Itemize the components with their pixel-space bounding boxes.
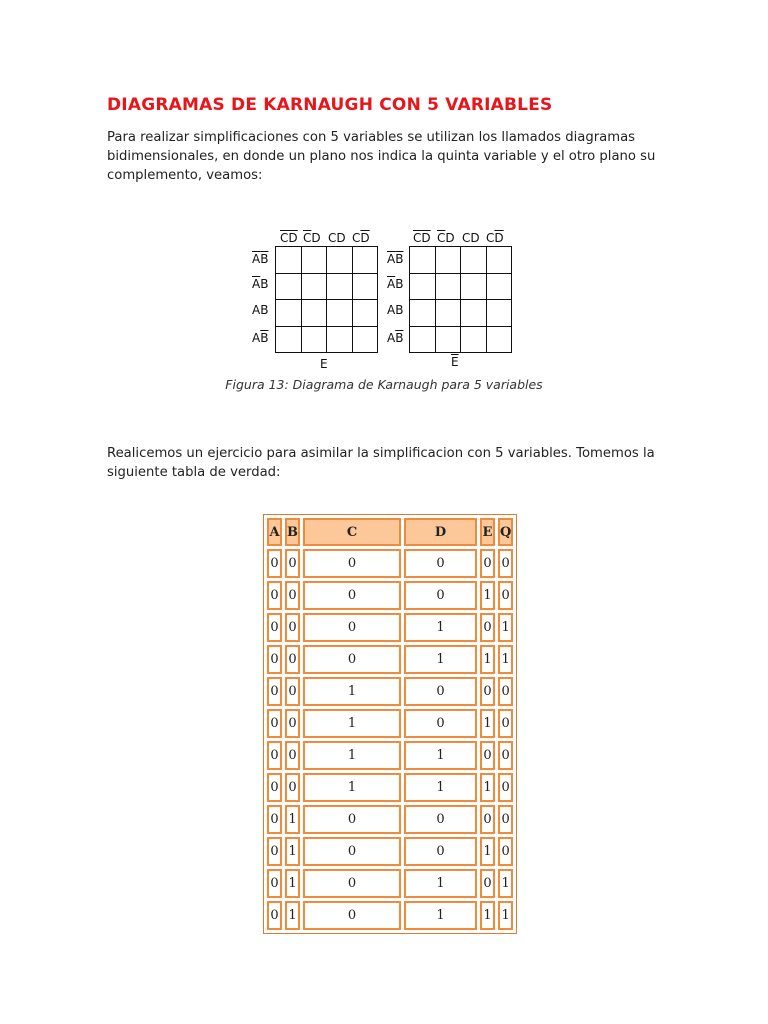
- cell-c: 1: [303, 709, 401, 738]
- cell-q: 0: [498, 581, 513, 610]
- cell-e: 0: [480, 613, 495, 642]
- cell-e: 1: [480, 645, 495, 674]
- cell-b: 1: [285, 901, 300, 930]
- cell-c: 0: [303, 837, 401, 866]
- cell-b: 0: [285, 709, 300, 738]
- table-row: [267, 709, 513, 738]
- exercise-paragraph: Realicemos un ejercicio para asimilar la simplificacion con 5 variables. Tomemos la siguiente tabla de verdad:: [107, 446, 655, 480]
- header-q: Q: [498, 518, 513, 546]
- cell-a: 0: [267, 645, 282, 674]
- column-label-cd-0: $\overline{C}\overline{D}$: [413, 231, 431, 245]
- row-label-ab-2: AB: [387, 303, 404, 317]
- cell-q: 1: [498, 645, 513, 674]
- cell-e: 0: [480, 805, 495, 834]
- table-row: [267, 645, 513, 674]
- cell-d: 1: [404, 869, 477, 898]
- cell-a: 0: [267, 549, 282, 578]
- column-label-cd-3: $C\overline{D}$: [486, 231, 504, 245]
- cell-b: 1: [285, 805, 300, 834]
- truth-table-header-row: [267, 518, 513, 546]
- plane-label-e: E: [320, 357, 328, 371]
- cell-a: 0: [267, 901, 282, 930]
- column-label-cd-1: $\overline{C}D$: [303, 231, 321, 245]
- table-row: [267, 677, 513, 706]
- cell-d: 0: [404, 581, 477, 610]
- cell-b: 0: [285, 677, 300, 706]
- cell-q: 1: [498, 869, 513, 898]
- cell-b: 1: [285, 869, 300, 898]
- truth-table: [264, 515, 516, 933]
- table-row: [267, 549, 513, 578]
- cell-e: 0: [480, 549, 495, 578]
- cell-d: 0: [404, 837, 477, 866]
- header-c: C: [303, 518, 401, 546]
- cell-a: 0: [267, 773, 282, 802]
- cell-d: 1: [404, 773, 477, 802]
- header-b: B: [285, 518, 300, 546]
- cell-c: 0: [303, 901, 401, 930]
- plane-label-e-complement: $\overline{E}$: [451, 355, 459, 369]
- cell-b: 0: [285, 581, 300, 610]
- intro-paragraph: Para realizar simplificaciones con 5 variables se utilizan los llamados diagramas bidimensionales, en donde un plano nos indica la quinta variable y el otro plano su complemento, veamos:: [107, 130, 656, 183]
- table-row: [267, 741, 513, 770]
- row-label-ab-1: $\overline{A}B$: [387, 277, 404, 291]
- cell-q: 0: [498, 805, 513, 834]
- cell-e: 0: [480, 677, 495, 706]
- cell-b: 0: [285, 773, 300, 802]
- cell-a: 0: [267, 869, 282, 898]
- cell-c: 0: [303, 645, 401, 674]
- cell-c: 0: [303, 869, 401, 898]
- cell-e: 0: [480, 741, 495, 770]
- karnaugh-figure: [0, 0, 768, 400]
- cell-c: 0: [303, 613, 401, 642]
- cell-q: 1: [498, 613, 513, 642]
- table-row: [267, 581, 513, 610]
- header-e: E: [480, 518, 495, 546]
- column-label-cd-2: CD: [462, 231, 480, 245]
- row-label-ab-3: $A\overline{B}$: [387, 331, 404, 345]
- cell-d: 0: [404, 549, 477, 578]
- cell-c: 1: [303, 741, 401, 770]
- cell-d: 1: [404, 741, 477, 770]
- cell-q: 0: [498, 837, 513, 866]
- cell-d: 0: [404, 805, 477, 834]
- figure-caption: Figura 13: Diagrama de Karnaugh para 5 variables: [225, 377, 543, 392]
- cell-c: 1: [303, 773, 401, 802]
- row-label-ab-1: $\overline{A}B$: [252, 277, 269, 291]
- karnaugh-grid-e-complement: [409, 246, 512, 353]
- cell-q: 0: [498, 549, 513, 578]
- cell-q: 0: [498, 677, 513, 706]
- cell-a: 0: [267, 837, 282, 866]
- cell-d: 1: [404, 645, 477, 674]
- table-row: [267, 613, 513, 642]
- cell-e: 1: [480, 709, 495, 738]
- cell-q: 0: [498, 773, 513, 802]
- row-label-ab-2: AB: [252, 303, 269, 317]
- cell-c: 0: [303, 581, 401, 610]
- cell-d: 0: [404, 677, 477, 706]
- column-label-cd-2: CD: [328, 231, 346, 245]
- row-label-ab-3: $A\overline{B}$: [252, 331, 269, 345]
- table-row: [267, 773, 513, 802]
- column-label-cd-3: $C\overline{D}$: [352, 231, 370, 245]
- cell-c: 0: [303, 805, 401, 834]
- truth-table-body: [267, 549, 513, 930]
- cell-b: 0: [285, 549, 300, 578]
- header-a: A: [267, 518, 282, 546]
- cell-d: 1: [404, 901, 477, 930]
- cell-c: 1: [303, 677, 401, 706]
- cell-b: 0: [285, 645, 300, 674]
- cell-a: 0: [267, 581, 282, 610]
- cell-b: 1: [285, 837, 300, 866]
- column-label-cd-1: $\overline{C}D$: [437, 231, 455, 245]
- karnaugh-grid-e: [275, 246, 378, 353]
- cell-a: 0: [267, 805, 282, 834]
- cell-c: 0: [303, 549, 401, 578]
- cell-b: 0: [285, 741, 300, 770]
- row-label-ab-0: $\overline{A}\overline{B}$: [387, 252, 404, 266]
- cell-a: 0: [267, 709, 282, 738]
- cell-e: 1: [480, 901, 495, 930]
- column-label-cd-0: $\overline{CD}$: [280, 231, 298, 245]
- cell-a: 0: [267, 613, 282, 642]
- page-title: DIAGRAMAS DE KARNAUGH CON 5 VARIABLES: [107, 95, 553, 115]
- cell-q: 0: [498, 709, 513, 738]
- cell-e: 0: [480, 869, 495, 898]
- table-row: [267, 805, 513, 834]
- cell-b: 0: [285, 613, 300, 642]
- cell-e: 1: [480, 773, 495, 802]
- table-row: [267, 837, 513, 866]
- cell-a: 0: [267, 677, 282, 706]
- table-row: [267, 901, 513, 930]
- cell-a: 0: [267, 741, 282, 770]
- cell-e: 1: [480, 837, 495, 866]
- cell-d: 1: [404, 613, 477, 642]
- header-d: D: [404, 518, 477, 546]
- cell-q: 0: [498, 741, 513, 770]
- table-row: [267, 869, 513, 898]
- cell-q: 1: [498, 901, 513, 930]
- cell-e: 1: [480, 581, 495, 610]
- row-label-ab-0: $\overline{A}\overline{B}$: [252, 252, 269, 266]
- cell-d: 0: [404, 709, 477, 738]
